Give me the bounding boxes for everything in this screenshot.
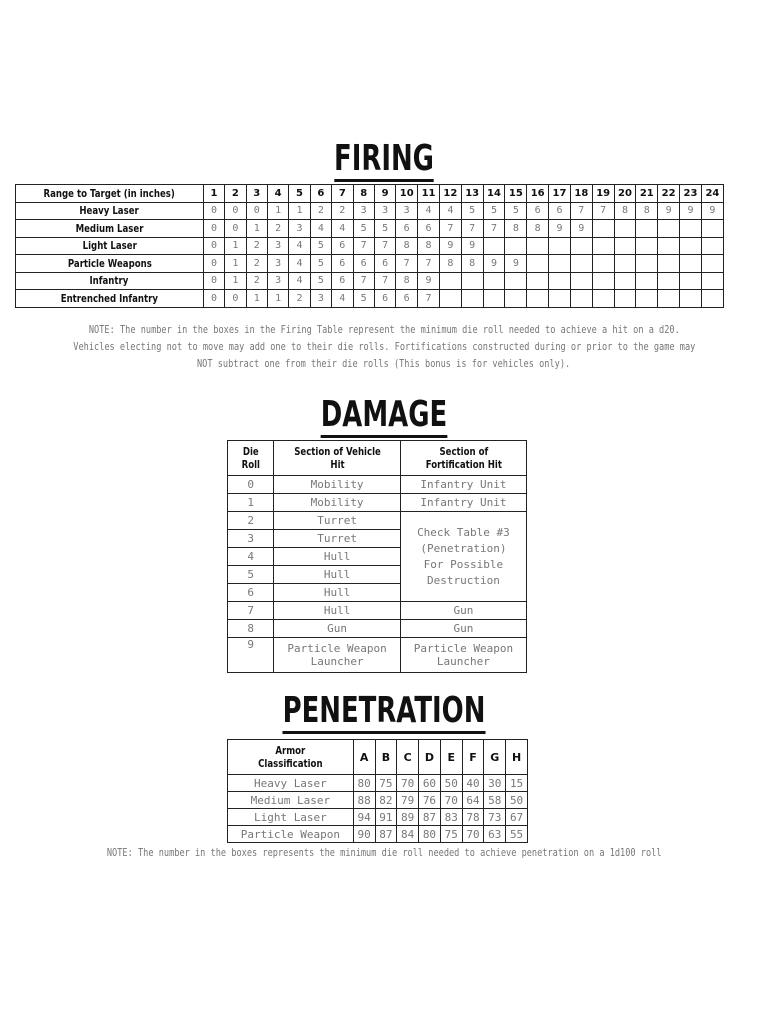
range-column-header: 18 (570, 185, 592, 203)
die-roll-header: Die Roll (228, 441, 274, 476)
hit-value-cell: 1 (225, 272, 246, 290)
hit-value-cell: 7 (570, 202, 592, 220)
hit-value-cell (439, 272, 461, 290)
hit-value-cell: 3 (396, 202, 418, 220)
hit-value-cell (592, 220, 614, 238)
vehicle-hit-cell: Turret (274, 512, 401, 530)
range-column-header: 16 (527, 185, 549, 203)
die-roll-cell: 4 (228, 548, 274, 566)
penetration-value-cell: 82 (375, 792, 397, 809)
penetration-value-cell: 88 (353, 792, 375, 809)
vehicle-hit-cell: Mobility (274, 476, 401, 494)
hit-value-cell: 2 (267, 220, 288, 238)
hit-value-cell (636, 272, 658, 290)
penetration-value-cell: 50 (440, 775, 462, 792)
vehicle-hit-cell: Mobility (274, 494, 401, 512)
hit-value-cell: 1 (225, 255, 246, 273)
die-roll-cell: 7 (228, 602, 274, 620)
hit-value-cell (592, 272, 614, 290)
hit-value-cell (680, 220, 702, 238)
hit-value-cell: 9 (549, 220, 571, 238)
penetration-value-cell: 70 (462, 826, 484, 843)
hit-value-cell: 3 (289, 220, 310, 238)
firing-title: FIRING (108, 138, 661, 182)
hit-value-cell: 8 (461, 255, 483, 273)
range-column-header: 5 (289, 185, 310, 203)
damage-header-row (228, 441, 527, 476)
range-column-header: 14 (483, 185, 505, 203)
firing-note-line: NOT subtract one from their die rolls (This bonus is for vehicles only). (197, 358, 571, 370)
hit-value-cell: 0 (203, 202, 224, 220)
hit-value-cell: 0 (203, 272, 224, 290)
penetration-value-cell: 75 (440, 826, 462, 843)
hit-value-cell: 9 (658, 202, 680, 220)
vehicle-hit-cell: Gun (274, 620, 401, 638)
hit-value-cell: 7 (483, 220, 505, 238)
penetration-table (227, 739, 528, 843)
penetration-value-cell: 75 (375, 775, 397, 792)
hit-value-cell (680, 272, 702, 290)
hit-value-cell (658, 272, 680, 290)
hit-value-cell (527, 237, 549, 255)
weapon-label: Particle Weapon (228, 826, 354, 843)
hit-value-cell: 4 (332, 220, 353, 238)
range-column-header: 3 (246, 185, 267, 203)
weapon-label: Medium Laser (16, 220, 204, 238)
hit-value-cell (636, 220, 658, 238)
hit-value-cell: 7 (418, 290, 440, 308)
hit-value-cell (505, 237, 527, 255)
hit-value-cell (570, 237, 592, 255)
die-roll-cell: 8 (228, 620, 274, 638)
hit-value-cell: 3 (353, 202, 374, 220)
penetration-header-row (228, 740, 528, 775)
hit-value-cell (592, 255, 614, 273)
hit-value-cell: 0 (203, 220, 224, 238)
hit-value-cell: 0 (225, 290, 246, 308)
penetration-value-cell: 58 (484, 792, 506, 809)
penetration-value-cell: 55 (506, 826, 528, 843)
firing-header-row (16, 185, 724, 203)
die-roll-cell: 2 (228, 512, 274, 530)
hit-value-cell (701, 290, 723, 308)
range-column-header: 24 (701, 185, 723, 203)
hit-value-cell: 7 (439, 220, 461, 238)
hit-value-cell (680, 255, 702, 273)
range-column-header: 13 (461, 185, 483, 203)
firing-table (15, 184, 724, 308)
hit-value-cell (658, 290, 680, 308)
damage-title: DAMAGE (108, 394, 661, 438)
penetration-value-cell: 84 (397, 826, 419, 843)
penetration-value-cell: 80 (353, 775, 375, 792)
hit-value-cell (658, 220, 680, 238)
hit-value-cell: 8 (396, 272, 418, 290)
penetration-value-cell: 91 (375, 809, 397, 826)
hit-value-cell (701, 220, 723, 238)
vehicle-hit-header: Section of Vehicle Hit (274, 441, 401, 476)
hit-value-cell: 0 (203, 290, 224, 308)
hit-value-cell: 1 (267, 290, 288, 308)
weapon-label: Medium Laser (228, 792, 354, 809)
firing-row (16, 220, 724, 238)
hit-value-cell (527, 290, 549, 308)
penetration-value-cell: 73 (484, 809, 506, 826)
firing-note-line: NOTE: The number in the boxes in the Firing Table represent the minimum die roll needed to achieve a hit on a d20. (88, 324, 680, 336)
hit-value-cell: 5 (461, 202, 483, 220)
hit-value-cell: 2 (332, 202, 353, 220)
hit-value-cell: 7 (353, 237, 374, 255)
range-column-header: 1 (203, 185, 224, 203)
damage-row (228, 620, 527, 638)
hit-value-cell: 8 (418, 237, 440, 255)
weapon-label: Heavy Laser (228, 775, 354, 792)
hit-value-cell: 6 (549, 202, 571, 220)
penetration-value-cell: 63 (484, 826, 506, 843)
penetration-value-cell: 50 (506, 792, 528, 809)
penetration-value-cell: 90 (353, 826, 375, 843)
damage-row (228, 638, 527, 673)
hit-value-cell (505, 272, 527, 290)
damage-table (227, 440, 527, 673)
hit-value-cell (570, 272, 592, 290)
hit-value-cell (614, 237, 636, 255)
weapon-label: Entrenched Infantry (16, 290, 204, 308)
hit-value-cell: 0 (225, 202, 246, 220)
hit-value-cell (461, 290, 483, 308)
hit-value-cell: 6 (332, 272, 353, 290)
penetration-value-cell: 78 (462, 809, 484, 826)
hit-value-cell: 5 (310, 255, 331, 273)
hit-value-cell: 8 (439, 255, 461, 273)
fortification-hit-cell: Gun (400, 620, 526, 638)
hit-value-cell: 4 (418, 202, 440, 220)
hit-value-cell: 9 (701, 202, 723, 220)
hit-value-cell (549, 237, 571, 255)
weapon-label: Infantry (16, 272, 204, 290)
hit-value-cell (658, 255, 680, 273)
hit-value-cell (439, 290, 461, 308)
hit-value-cell (701, 237, 723, 255)
hit-value-cell: 8 (505, 220, 527, 238)
hit-value-cell: 4 (332, 290, 353, 308)
hit-value-cell: 5 (310, 272, 331, 290)
range-column-header: 6 (310, 185, 331, 203)
hit-value-cell: 9 (680, 202, 702, 220)
hit-value-cell: 2 (246, 272, 267, 290)
penetration-value-cell: 30 (484, 775, 506, 792)
range-column-header: 2 (225, 185, 246, 203)
hit-value-cell: 6 (527, 202, 549, 220)
hit-value-cell (549, 290, 571, 308)
penetration-value-cell: 83 (440, 809, 462, 826)
penetration-value-cell: 94 (353, 809, 375, 826)
hit-value-cell (701, 272, 723, 290)
firing-row (16, 290, 724, 308)
hit-value-cell: 7 (418, 255, 440, 273)
range-column-header: 21 (636, 185, 658, 203)
penetration-row (228, 775, 528, 792)
hit-value-cell: 9 (483, 255, 505, 273)
penetration-row (228, 809, 528, 826)
range-column-header: 15 (505, 185, 527, 203)
hit-value-cell: 6 (332, 237, 353, 255)
hit-value-cell: 2 (246, 237, 267, 255)
weapon-label: Heavy Laser (16, 202, 204, 220)
hit-value-cell (570, 290, 592, 308)
vehicle-hit-cell: Hull (274, 566, 401, 584)
penetration-row (228, 792, 528, 809)
hit-value-cell: 5 (310, 237, 331, 255)
hit-value-cell (549, 272, 571, 290)
die-roll-cell: 3 (228, 530, 274, 548)
hit-value-cell (527, 272, 549, 290)
range-column-header: 9 (374, 185, 395, 203)
hit-value-cell (701, 255, 723, 273)
penetration-value-cell: 70 (440, 792, 462, 809)
hit-value-cell: 7 (374, 237, 395, 255)
range-column-header: 19 (592, 185, 614, 203)
range-column-header: 23 (680, 185, 702, 203)
hit-value-cell: 5 (483, 202, 505, 220)
armor-class-header: D (419, 740, 441, 775)
hit-value-cell: 5 (353, 290, 374, 308)
hit-value-cell (658, 237, 680, 255)
die-roll-cell: 9 (228, 638, 274, 673)
range-column-header: 17 (549, 185, 571, 203)
fortification-hit-cell: Gun (400, 602, 526, 620)
armor-class-header: B (375, 740, 397, 775)
hit-value-cell: 6 (353, 255, 374, 273)
hit-value-cell: 8 (614, 202, 636, 220)
firing-note-line: Vehicles electing not to move may add one to their die rolls. Fortifications constructed during or prior to the game may (72, 341, 696, 353)
fortification-hit-cell: Infantry Unit (400, 494, 526, 512)
hit-value-cell (483, 272, 505, 290)
penetration-value-cell: 80 (419, 826, 441, 843)
range-column-header: 12 (439, 185, 461, 203)
firing-row (16, 237, 724, 255)
armor-class-header: H (506, 740, 528, 775)
hit-value-cell: 5 (374, 220, 395, 238)
hit-value-cell: 5 (353, 220, 374, 238)
hit-value-cell: 3 (310, 290, 331, 308)
hit-value-cell (570, 255, 592, 273)
penetration-note: NOTE: The number in the boxes represents the minimum die roll needed to achieve penetration on a 1d100 roll (106, 847, 662, 859)
penetration-value-cell: 64 (462, 792, 484, 809)
hit-value-cell (636, 255, 658, 273)
fortification-hit-header: Section of Fortification Hit (400, 441, 526, 476)
hit-value-cell: 7 (396, 255, 418, 273)
range-column-header: 22 (658, 185, 680, 203)
penetration-row (228, 826, 528, 843)
vehicle-hit-cell: Particle Weapon Launcher (274, 638, 401, 673)
hit-value-cell: 7 (592, 202, 614, 220)
fortification-hit-cell: Infantry Unit (400, 476, 526, 494)
range-column-header: 20 (614, 185, 636, 203)
die-roll-cell: 6 (228, 584, 274, 602)
penetration-value-cell: 15 (506, 775, 528, 792)
hit-value-cell (680, 237, 702, 255)
weapon-label: Light Laser (228, 809, 354, 826)
hit-value-cell: 2 (246, 255, 267, 273)
hit-value-cell: 4 (289, 237, 310, 255)
armor-class-header: G (484, 740, 506, 775)
die-roll-cell: 0 (228, 476, 274, 494)
range-column-header: 4 (267, 185, 288, 203)
hit-value-cell: 1 (289, 202, 310, 220)
hit-value-cell: 6 (374, 255, 395, 273)
damage-row (228, 494, 527, 512)
hit-value-cell: 4 (289, 255, 310, 273)
hit-value-cell (461, 272, 483, 290)
hit-value-cell: 3 (267, 237, 288, 255)
firing-row (16, 272, 724, 290)
penetration-value-cell: 67 (506, 809, 528, 826)
hit-value-cell: 9 (505, 255, 527, 273)
hit-value-cell: 4 (439, 202, 461, 220)
hit-value-cell: 6 (396, 290, 418, 308)
hit-value-cell: 7 (353, 272, 374, 290)
hit-value-cell: 2 (289, 290, 310, 308)
hit-value-cell: 8 (527, 220, 549, 238)
range-column-header: 10 (396, 185, 418, 203)
hit-value-cell: 9 (461, 237, 483, 255)
firing-row (16, 202, 724, 220)
hit-value-cell: 7 (374, 272, 395, 290)
hit-value-cell: 9 (418, 272, 440, 290)
hit-value-cell (483, 290, 505, 308)
hit-value-cell (614, 255, 636, 273)
weapon-label: Light Laser (16, 237, 204, 255)
hit-value-cell (592, 290, 614, 308)
hit-value-cell: 8 (396, 237, 418, 255)
penetration-value-cell: 87 (419, 809, 441, 826)
die-roll-cell: 5 (228, 566, 274, 584)
hit-value-cell: 1 (246, 220, 267, 238)
firing-row (16, 255, 724, 273)
hit-value-cell: 8 (636, 202, 658, 220)
hit-value-cell (549, 255, 571, 273)
range-column-header: 8 (353, 185, 374, 203)
penetration-value-cell: 40 (462, 775, 484, 792)
penetration-value-cell: 87 (375, 826, 397, 843)
hit-value-cell: 9 (570, 220, 592, 238)
hit-value-cell: 0 (246, 202, 267, 220)
penetration-value-cell: 76 (419, 792, 441, 809)
hit-value-cell (636, 237, 658, 255)
damage-row (228, 476, 527, 494)
hit-value-cell (614, 220, 636, 238)
hit-value-cell: 1 (267, 202, 288, 220)
hit-value-cell: 6 (396, 220, 418, 238)
hit-value-cell: 2 (310, 202, 331, 220)
firing-note (0, 322, 768, 373)
hit-value-cell: 5 (505, 202, 527, 220)
penetration-value-cell: 89 (397, 809, 419, 826)
armor-class-header: A (353, 740, 375, 775)
armor-class-header: F (462, 740, 484, 775)
hit-value-cell: 1 (225, 237, 246, 255)
hit-value-cell: 0 (203, 237, 224, 255)
armor-class-header: E (440, 740, 462, 775)
hit-value-cell (527, 255, 549, 273)
hit-value-cell: 7 (461, 220, 483, 238)
penetration-value-cell: 70 (397, 775, 419, 792)
damage-row (228, 602, 527, 620)
hit-value-cell: 6 (418, 220, 440, 238)
armor-classification-header: Armor Classification (228, 740, 354, 775)
hit-value-cell: 3 (267, 255, 288, 273)
hit-value-cell: 6 (332, 255, 353, 273)
vehicle-hit-cell: Turret (274, 530, 401, 548)
penetration-value-cell: 60 (419, 775, 441, 792)
hit-value-cell (483, 237, 505, 255)
hit-value-cell (505, 290, 527, 308)
hit-value-cell: 3 (267, 272, 288, 290)
hit-value-cell (592, 237, 614, 255)
hit-value-cell (614, 290, 636, 308)
hit-value-cell: 4 (289, 272, 310, 290)
hit-value-cell: 0 (225, 220, 246, 238)
vehicle-hit-cell: Hull (274, 602, 401, 620)
fortification-merged-cell: Check Table #3 (Penetration) For Possible Destruction (400, 512, 526, 602)
hit-value-cell: 6 (374, 290, 395, 308)
armor-class-header: C (397, 740, 419, 775)
hit-value-cell: 0 (203, 255, 224, 273)
hit-value-cell: 4 (310, 220, 331, 238)
vehicle-hit-cell: Hull (274, 548, 401, 566)
hit-value-cell (636, 290, 658, 308)
hit-value-cell: 3 (374, 202, 395, 220)
hit-value-cell (614, 272, 636, 290)
range-column-header: 11 (418, 185, 440, 203)
penetration-value-cell: 79 (397, 792, 419, 809)
fortification-hit-cell: Particle Weapon Launcher (400, 638, 526, 673)
penetration-title: PENETRATION (108, 690, 661, 734)
vehicle-hit-cell: Hull (274, 584, 401, 602)
weapon-label: Particle Weapons (16, 255, 204, 273)
hit-value-cell: 9 (439, 237, 461, 255)
die-roll-cell: 1 (228, 494, 274, 512)
hit-value-cell (680, 290, 702, 308)
range-header: Range to Target (in inches) (16, 185, 204, 203)
range-column-header: 7 (332, 185, 353, 203)
damage-row (228, 512, 527, 530)
hit-value-cell: 1 (246, 290, 267, 308)
